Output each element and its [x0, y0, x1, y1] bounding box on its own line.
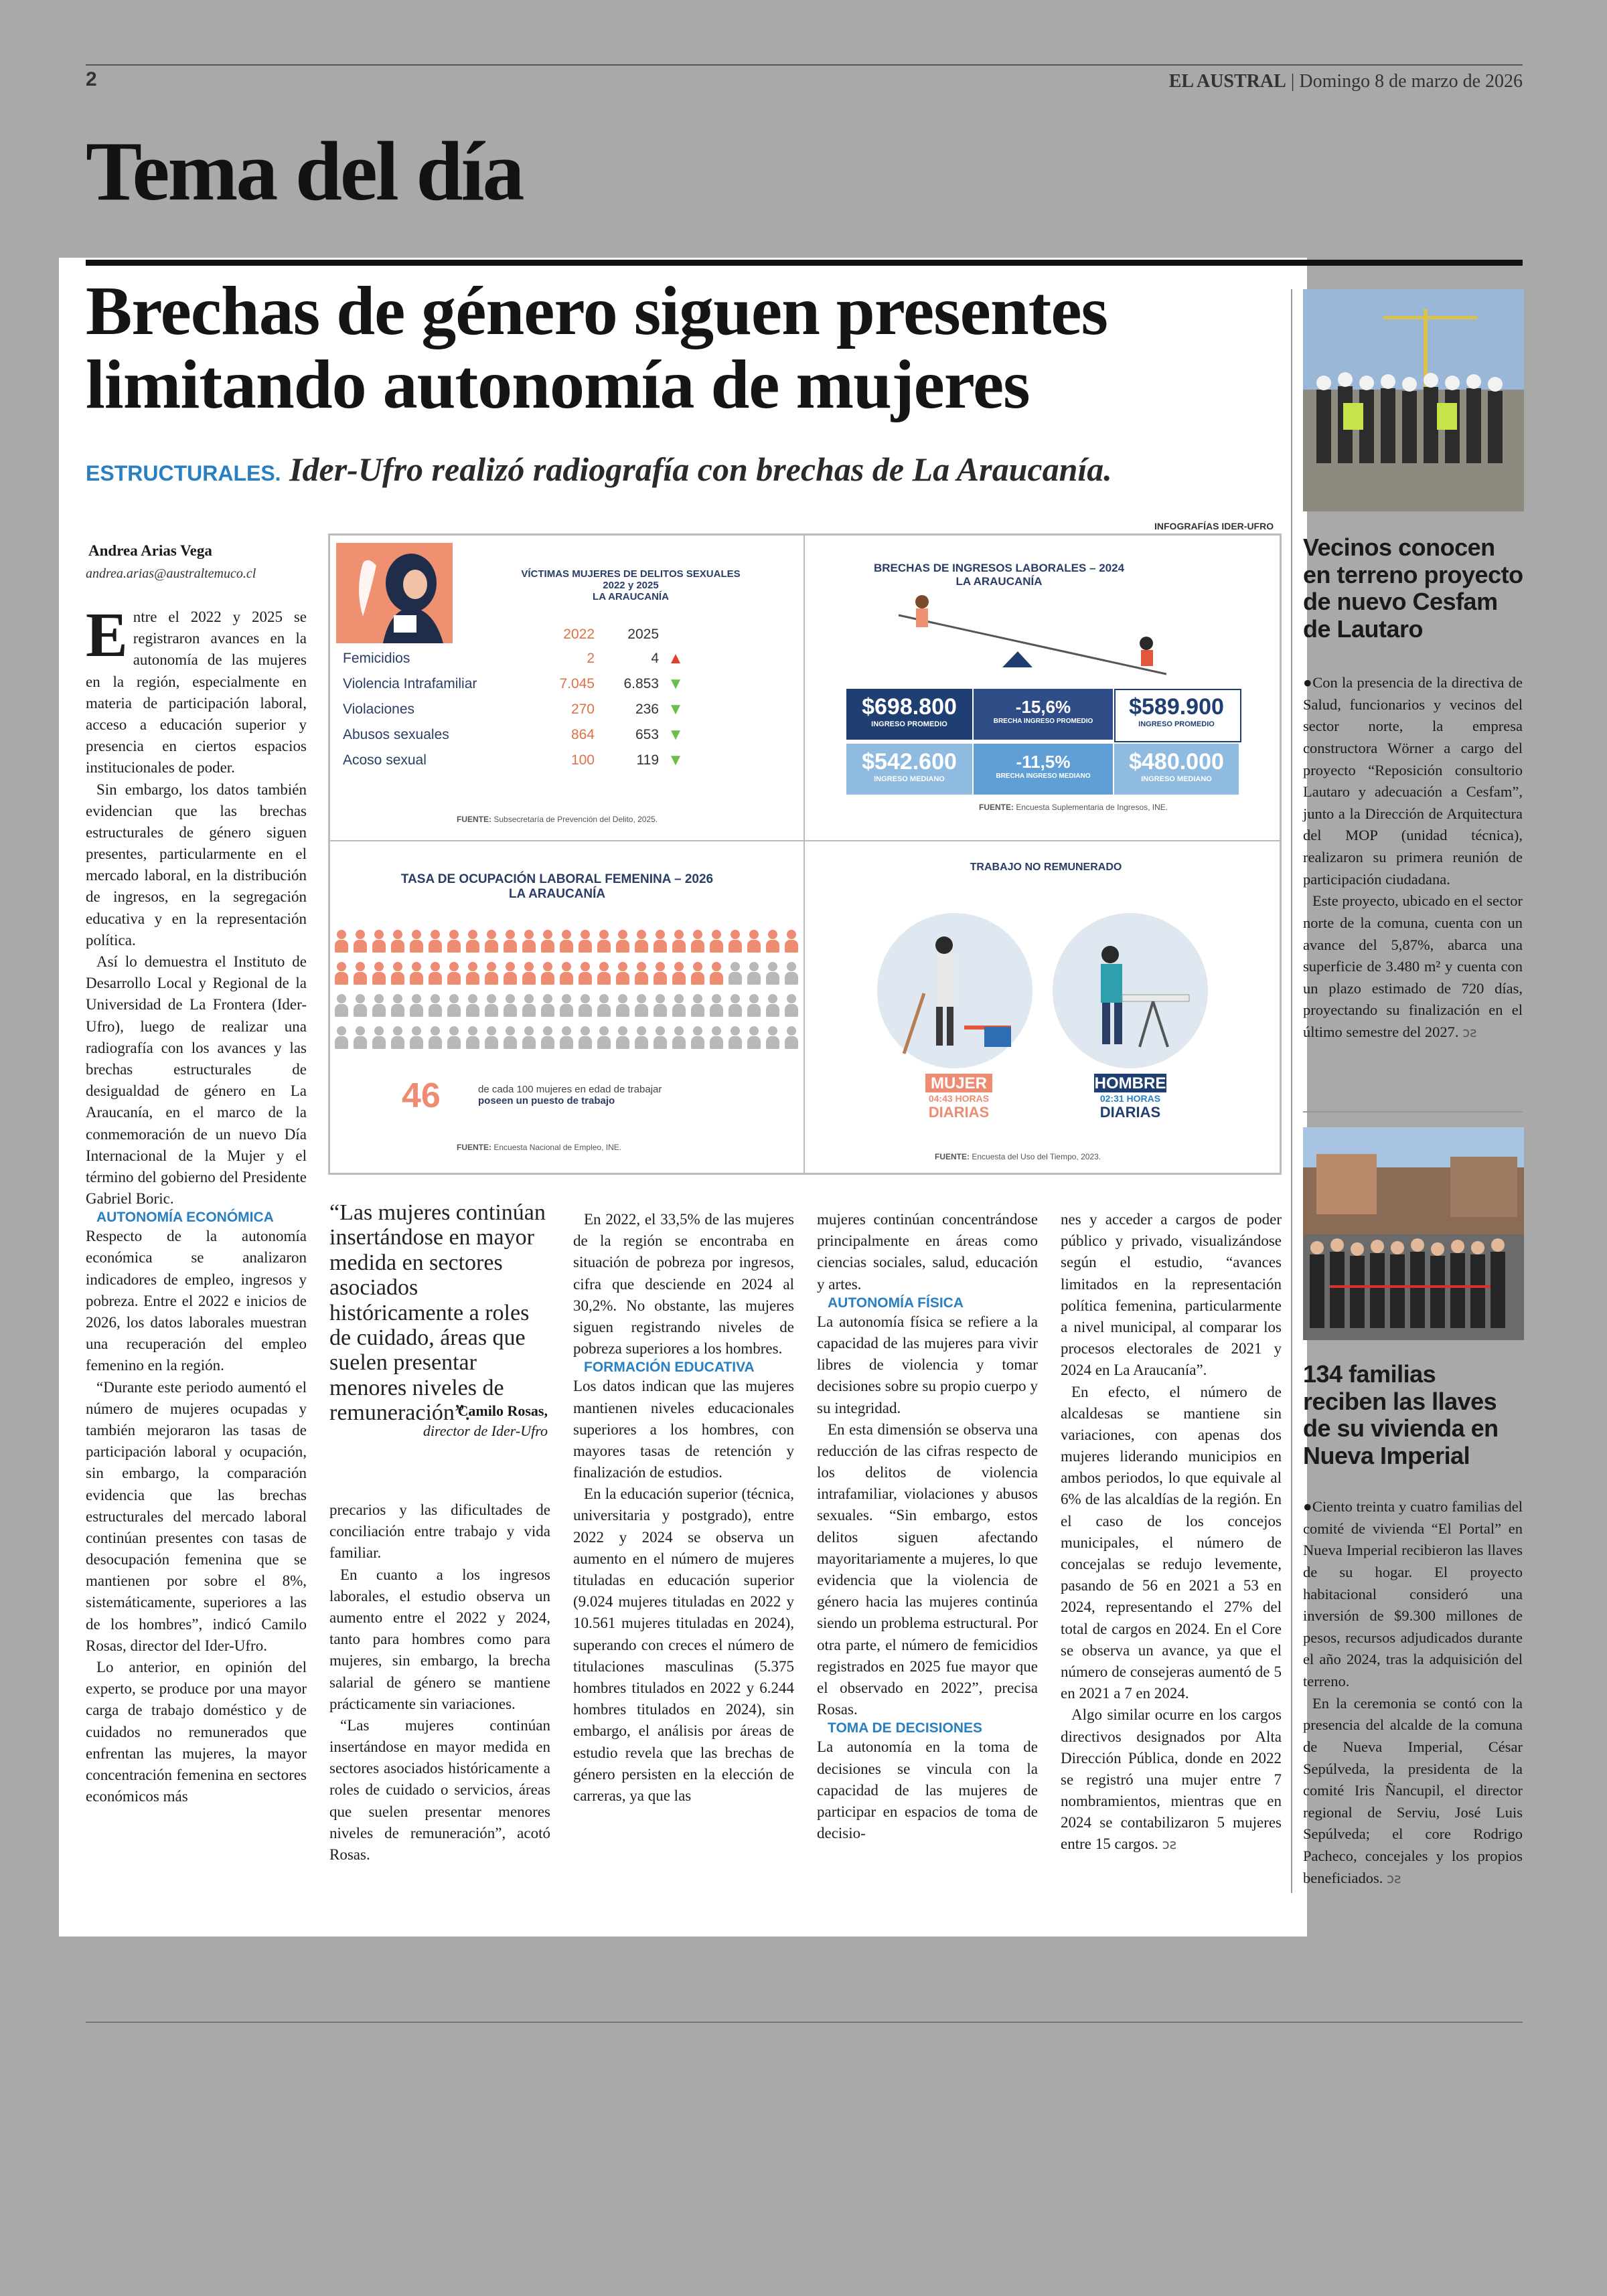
woman-pictogram-icon [504, 962, 517, 985]
col4-p4: La autonomía en la toma de decisiones se vincula con la capacidad de las mujeres de participar en espacios de toma de decisio- [817, 1738, 1038, 1842]
woman-pictogram-icon [747, 930, 761, 953]
victims-row-2025: 119 [636, 752, 659, 768]
arrow-down-icon: ▼ [668, 751, 684, 769]
victims-row-2025: 6.853 [623, 676, 659, 691]
arrow-down-icon: ▼ [668, 675, 684, 693]
col5-p1: nes y acceder a cargos de poder público y privado, visualizándose según el estudio, “avances limitados en la representación política femenina, particularmente a nivel municipal, al comparar los procesos electorales de 2021 y 2024 en La Araucanía”. [1061, 1211, 1282, 1379]
cesfam-photo [1303, 289, 1524, 511]
woman-pictogram-icon [597, 1026, 611, 1049]
article-column-5 [1061, 1209, 1282, 1856]
woman-pictogram-icon [747, 962, 761, 985]
page-number: 2 [86, 68, 97, 90]
woman-pictogram-icon [579, 994, 592, 1017]
woman-pictogram-icon [747, 1026, 761, 1049]
subhead-autonomia-economica: AUTONOMÍA ECONÓMICA [96, 1210, 274, 1226]
woman-pictogram-icon [785, 962, 798, 985]
woman-pictogram-icon [747, 994, 761, 1017]
bullet-icon: ● [1303, 674, 1313, 691]
woman-pictogram-icon [560, 994, 573, 1017]
employment-figure: 46 [402, 1076, 441, 1115]
end-mark-icon: ↄƨ [1462, 1024, 1477, 1040]
woman-pictogram-icon [691, 1026, 704, 1049]
victims-source-label: FUENTE: [457, 815, 491, 824]
byline: Andrea Arias Vega [88, 542, 212, 559]
woman-pictogram-icon [672, 930, 686, 953]
employment-title-line2: LA ARAUCANÍA [508, 887, 606, 901]
gap-avg-value: -15,6% [1015, 697, 1071, 717]
infographic-credit: INFOGRAFÍAS IDER-UFRO [1154, 521, 1274, 531]
deck-text: Ider-Ufro realizó radiografía con brechas de La Araucanía. [289, 450, 1112, 488]
woman-pictogram-icon [429, 1026, 442, 1049]
col2-p1: precarios y las dificultades de conciliación entre trabajo y vida familiar. [329, 1501, 550, 1562]
col1-p2: Sin embargo, los datos también evidencian que las brechas estructurales de género siguen presentes, particularmente en el mercado laboral, en la distribución de ingresos, en la segregación educativa y en la representación política. [86, 781, 307, 949]
woman-pictogram-icon [429, 930, 442, 953]
woman-pictogram-icon [729, 994, 742, 1017]
woman-pictogram-icon [785, 994, 798, 1017]
col1-p3: Así lo demuestra el Instituto de Desarrollo Local y Regional de la Universidad de La Frontera (Ider-Ufro), luego de realizar una radiografía con los avances y las brechas estructurales de desigualdad de género en La Araucanía, en el marco de la conmemoración de un nuevo Día Internacional de la Mujer y el término del gobierno del Presidente Gabriel Boric. [86, 953, 307, 1208]
women-pictogram-grid [329, 930, 802, 1064]
woman-pictogram-icon [597, 994, 611, 1017]
employment-text [478, 1084, 662, 1106]
woman-pictogram-icon [691, 930, 704, 953]
headline [86, 274, 1304, 422]
woman-pictogram-icon [447, 962, 461, 985]
woman-pictogram-icon [597, 962, 611, 985]
sidebar-story1-p2: Este proyecto, ubicado en el sector norte de la comuna, cuenta con un avance del 5,87%, abarca una superficie de 3.480 m² y cuenta con un plazo estimado de 720 días, proyectando su finalización en el último semestre del 2027. [1303, 892, 1523, 1040]
section-title: Tema del día [86, 125, 523, 218]
woman-pictogram-icon [354, 962, 367, 985]
woman-pictogram-icon [766, 962, 779, 985]
woman-pictogram-icon [785, 930, 798, 953]
unpaid-women-hours: 04:43 HORAS [928, 1093, 990, 1104]
victims-row-label: Femicidios [343, 651, 410, 666]
woman-pictogram-icon [504, 930, 517, 953]
woman-pictogram-icon [522, 962, 536, 985]
man-ironing-icon [1053, 913, 1208, 1068]
col1-p1: ntre el 2022 y 2025 se registraron avances en la autonomía de las mujeres en la región, especialmente en materia de participación laboral, acceso a educación superior y presencia en ciertos espacios institucionales de poder. [86, 608, 307, 776]
sidebar-story1-body [1303, 672, 1523, 1044]
income-source-label: FUENTE: [979, 803, 1014, 812]
col4-p2: La autonomía física se refiere a la capacidad de las mujeres para vivir libres de violencia y tomar decisiones sobre su propio cuerpo y su integridad. [817, 1313, 1038, 1416]
women-med-value: $542.600 [862, 749, 957, 774]
article-column-4 [817, 1209, 1038, 1844]
woman-pictogram-icon [522, 930, 536, 953]
woman-pictogram-icon [372, 994, 386, 1017]
deck [86, 450, 1304, 489]
col5-p3: Algo similar ocurre en los cargos directivos designados por Alta Dirección Pública, donde en 2022 se registró una mujer entre 7 nombramientos, mientras que en 2024 se contabilizaron 5 mujeres entre 15 cargos. [1061, 1706, 1282, 1853]
victims-title-line1: VÍCTIMAS MUJERES DE DELITOS SEXUALES [521, 568, 741, 580]
woman-pictogram-icon [372, 1026, 386, 1049]
woman-pictogram-icon [766, 994, 779, 1017]
kicker: ESTRUCTURALES. [86, 461, 281, 485]
woman-pictogram-icon [391, 1026, 404, 1049]
woman-pictogram-icon [766, 1026, 779, 1049]
victims-row-2025: 236 [635, 702, 659, 717]
woman-pictogram-icon [597, 930, 611, 953]
woman-pictogram-icon [579, 1026, 592, 1049]
employment-source [457, 1143, 621, 1152]
men-avg-label: INGRESO PROMEDIO [1138, 720, 1215, 728]
seesaw-illustration-icon [892, 588, 1173, 682]
sidebar-story2-body [1303, 1496, 1523, 1889]
woman-pictogram-icon [654, 994, 667, 1017]
woman-pictogram-icon [616, 994, 629, 1017]
unpaid-title: TRABAJO NO REMUNERADO [970, 862, 1122, 873]
income-gap-average [974, 697, 1113, 725]
victims-row-2022: 100 [570, 752, 595, 768]
table-row [343, 671, 692, 697]
women-median-income [846, 749, 972, 783]
unpaid-women-label: MUJER [930, 1074, 987, 1092]
woman-pictogram-icon [635, 962, 648, 985]
col4-p1: mujeres continúan concentrándose principalmente en áreas como ciencias sociales, salud, educación y artes. [817, 1211, 1038, 1293]
sidebar-story1-p1: Con la presencia de la directiva de Salud, funcionarios y vecinos del sector norte, la empresa constructora Wörner a cargo del proyecto “Reposición consultorio Lautaro y adecuación a Cesfam”, junto a la Dirección de Arquitectura del MOP (unidad técnica), realizaron su primera reunión de participación ciudadana. [1303, 674, 1523, 888]
woman-pictogram-icon [710, 994, 723, 1017]
men-median-income [1114, 749, 1239, 783]
article-column-3 [573, 1209, 794, 1807]
table-row [343, 748, 692, 773]
victims-source [457, 815, 658, 824]
employment-source-label: FUENTE: [457, 1143, 491, 1152]
woman-pictogram-icon [635, 1026, 648, 1049]
men-med-label: INGRESO MEDIANO [1141, 775, 1212, 783]
author-email: andrea.arias@australtemuco.cl [86, 566, 256, 581]
woman-pictogram-icon [410, 1026, 423, 1049]
housing-ceremony-photo [1303, 1127, 1524, 1340]
employment-text-line1: de cada 100 mujeres en edad de trabajar [478, 1084, 662, 1095]
income-source-text: Encuesta Suplementaria de Ingresos, INE. [1016, 803, 1168, 812]
woman-pictogram-icon [504, 994, 517, 1017]
women-avg-label: INGRESO PROMEDIO [871, 720, 947, 728]
woman-pictogram-icon [541, 930, 554, 953]
employment-text-line2: poseen un puesto de trabajo [478, 1095, 615, 1106]
victims-source-text: Subsecretaría de Prevención del Delito, 2025. [493, 815, 658, 824]
dateline: EL AUSTRAL | Domingo 8 de marzo de 2026 [1168, 71, 1523, 92]
woman-pictogram-icon [672, 1026, 686, 1049]
employment-title [356, 872, 758, 902]
col5-p2: En efecto, el número de alcaldesas se mantiene sin variaciones, con apenas dos mujeres liderando municipios en ambos periodos, lo que equivale al 6% de las alcaldías de la región. En el caso de los concejos municipales, el número de concejalas se redujo levemente, pasando de 56 en 2021 a 53 en 2024, representando el 27% del total de cargos en 2024. En el Core se observa un avance, ya que el número de consejeras aumentó de 5 en 2021 a 7 en 2024. [1061, 1383, 1282, 1702]
victims-row-label: Violaciones [343, 702, 415, 717]
article-column-1 [86, 600, 307, 1807]
victims-row-label: Violencia Intrafamiliar [343, 676, 477, 691]
subhead-toma-de-decisiones: TOMA DE DECISIONES [828, 1720, 983, 1736]
table-row [343, 646, 692, 671]
unpaid-men [1070, 1074, 1191, 1121]
woman-pictogram-icon [485, 930, 498, 953]
unpaid-women [899, 1074, 1019, 1121]
woman-pictogram-icon [522, 994, 536, 1017]
woman-pictogram-icon [541, 962, 554, 985]
woman-pictogram-icon [766, 930, 779, 953]
victims-title-line2: 2022 y 2025 [603, 580, 659, 591]
table-row [343, 722, 692, 748]
women-avg-value: $698.800 [862, 694, 957, 720]
woman-pictogram-icon [504, 1026, 517, 1049]
col2-p2: En cuanto a los ingresos laborales, el estudio observa un aumento entre el 2022 y 2024, tanto para hombres como para mujeres, sin embargo, la brecha salarial de género se mantiene prácticamente sin variaciones. [329, 1566, 550, 1712]
woman-pictogram-icon [354, 930, 367, 953]
unpaid-source [935, 1152, 1101, 1161]
pull-quote: “Las mujeres continúan insertándose en mayor medida en sectores asociados históricamente a roles de cuidado, áreas que suelen presentar menores niveles de remuneración”. [329, 1200, 546, 1426]
woman-pictogram-icon [635, 930, 648, 953]
women-average-income [846, 694, 972, 728]
victims-row-2025: 653 [635, 727, 659, 742]
end-mark-icon: ↄƨ [1386, 1870, 1401, 1886]
panel-unpaid [804, 840, 1280, 1173]
woman-pictogram-icon [654, 962, 667, 985]
unpaid-women-daily: DIARIAS [928, 1104, 990, 1121]
income-title-line1: BRECHAS DE INGRESOS LABORALES – 2024 [873, 562, 1125, 574]
woman-pictogram-icon [372, 930, 386, 953]
woman-pictogram-icon [616, 962, 629, 985]
newspaper-name: EL AUSTRAL [1168, 71, 1286, 92]
employment-source-text: Encuesta Nacional de Empleo, INE. [493, 1143, 622, 1152]
woman-pictogram-icon [541, 1026, 554, 1049]
victims-col-2025: 2025 [627, 627, 659, 642]
col1-p5: “Durante este periodo aumentó el número de mujeres ocupadas y también mejoraron las tasas de participación laboral y ocupación, sin embargo, la comparación evidencia que las brechas estructurales del mercado laboral continúan presentes con tasas de desocupación femenina que se mantienen por sobre el 8%, sistemáticamente, superiores a las de los hombres”, indicó Camilo Rosas, director del Ider-Ufro. [86, 1378, 307, 1654]
woman-pictogram-icon [729, 962, 742, 985]
woman-pictogram-icon [635, 994, 648, 1017]
woman-pictogram-icon [410, 930, 423, 953]
infographic [328, 534, 1282, 1175]
article-column-2 [329, 1499, 550, 1866]
sidebar-story2-p2: En la ceremonia se contó con la presencia del alcalde de la comuna de Nueva Imperial, César Sepúlveda, la presidenta de la comité Iris Ñancupil, el director regional de Serviu, José Luis Sepúlveda; el core Rodrigo Pacheco, concejales y los propios beneficiados. [1303, 1694, 1523, 1886]
victims-row-label: Acoso sexual [343, 752, 427, 768]
bullet-icon: ● [1303, 1498, 1312, 1515]
woman-pictogram-icon [485, 994, 498, 1017]
gap-med-value: -11,5% [1016, 752, 1071, 772]
woman-pictogram-icon [710, 1026, 723, 1049]
victims-row-2025: 4 [651, 651, 659, 666]
men-avg-value: $589.900 [1129, 694, 1224, 720]
issue-date: Domingo 8 de marzo de 2026 [1299, 71, 1523, 92]
woman-pictogram-icon [391, 962, 404, 985]
men-average-income [1114, 694, 1239, 728]
woman-pictogram-icon [560, 1026, 573, 1049]
victims-row-2022: 7.045 [559, 676, 595, 691]
employment-title-line1: TASA DE OCUPACIÓN LABORAL FEMENINA – 2026 [400, 872, 714, 886]
woman-cleaning-icon [877, 913, 1032, 1068]
woman-pictogram-icon [560, 962, 573, 985]
col3-p3: En la educación superior (técnica, universitaria y postgrado), entre 2022 y 2024 se observa un aumento en el número de mujeres tituladas en educación superior (9.024 mujeres tituladas en 2022 y 10.561 mujeres tituladas en 2024), superando con creces el número de titulaciones masculinas (5.375 hombres titulados en 2022 y 6.244 hombres titulados en 2024), sin embargo, el análisis por áreas de estudio revela que las brechas de género persisten en la elección de carreras, ya que las [573, 1485, 794, 1804]
woman-pictogram-icon [354, 1026, 367, 1049]
woman-pictogram-icon [579, 930, 592, 953]
col4-p3: En esta dimensión se observa una reducción de las cifras respecto de los delitos de violencia intrafamiliar, violaciones y abusos sexuales. “Sin embargo, estos delitos siguen afectando mayoritariamente a mujeres, lo que evidencia que la violencia de género hacia las mujeres continúa siendo un problema estructural. Por otra parte, el número de femicidios registrados en 2025 fue mayor que el observado en 2022”, precisa Rosas. [817, 1420, 1038, 1718]
income-source [979, 803, 1168, 812]
woman-pictogram-icon [410, 994, 423, 1017]
col1-p4: Respecto de la autonomía económica se analizaron indicadores de empleo, ingresos y pobreza. Entre el 2022 e inicios de 2026, los datos laborales muestran una recuperación del empleo femenino en la región. [86, 1228, 307, 1374]
woman-pictogram-icon [579, 962, 592, 985]
unpaid-men-daily: DIARIAS [1099, 1104, 1161, 1121]
end-mark-icon: ↄƨ [1162, 1836, 1176, 1853]
woman-pictogram-icon [466, 930, 479, 953]
woman-pictogram-icon [616, 1026, 629, 1049]
victims-row-2022: 2 [587, 651, 595, 666]
woman-pictogram-icon [672, 994, 686, 1017]
woman-pictogram-icon [541, 994, 554, 1017]
woman-pictogram-icon [616, 930, 629, 953]
col1-p6: Lo anterior, en opinión del experto, se produce por una mayor carga de trabajo doméstico y de cuidados no remunerados que enfrentan las mujeres, la mayor concentración femenina en sectores económicos más [86, 1659, 307, 1805]
col3-p2: Los datos indican que las mujeres mantienen niveles educacionales superiores a los hombres, con mayores tasas de retención y finalización de estudios. [573, 1378, 794, 1481]
woman-pictogram-icon [522, 1026, 536, 1049]
income-title [845, 562, 1153, 588]
subhead-autonomia-fisica: AUTONOMÍA FÍSICA [828, 1295, 964, 1311]
unpaid-men-label: HOMBRE [1094, 1074, 1166, 1092]
woman-pictogram-icon [335, 994, 348, 1017]
woman-pictogram-icon [447, 930, 461, 953]
victims-row-2022: 864 [570, 727, 595, 742]
woman-pictogram-icon [447, 994, 461, 1017]
woman-pictogram-icon [691, 962, 704, 985]
woman-pictogram-icon [560, 930, 573, 953]
woman-pictogram-icon [466, 1026, 479, 1049]
victims-title-line3: LA ARAUCANÍA [593, 591, 669, 602]
unpaid-men-hours: 02:31 HORAS [1099, 1093, 1161, 1104]
unpaid-source-label: FUENTE: [935, 1152, 970, 1161]
arrow-down-icon: ▼ [668, 726, 684, 744]
victims-row-2022: 270 [570, 702, 595, 717]
woman-pictogram-icon [466, 962, 479, 985]
woman-pictogram-icon [729, 930, 742, 953]
arrow-down-icon: ▼ [668, 700, 684, 718]
woman-pictogram-icon [429, 994, 442, 1017]
woman-pictogram-icon [710, 962, 723, 985]
woman-pictogram-icon [372, 962, 386, 985]
woman-pictogram-icon [466, 994, 479, 1017]
woman-pictogram-icon [710, 930, 723, 953]
woman-pictogram-icon [785, 1026, 798, 1049]
victims-col-2022: 2022 [563, 627, 595, 642]
woman-pictogram-icon [391, 994, 404, 1017]
headline-line-2: limitando autonomía de mujeres [86, 346, 1030, 424]
woman-pictogram-icon [429, 962, 442, 985]
woman-pictogram-icon [335, 930, 348, 953]
woman-pictogram-icon [729, 1026, 742, 1049]
women-med-label: INGRESO MEDIANO [874, 775, 945, 783]
victims-table [343, 623, 692, 773]
woman-pictogram-icon [410, 962, 423, 985]
unpaid-source-text: Encuesta del Uso del Tiempo, 2023. [972, 1152, 1101, 1161]
woman-pictogram-icon [335, 962, 348, 985]
woman-pictogram-icon [335, 1026, 348, 1049]
income-title-line2: LA ARAUCANÍA [955, 575, 1043, 588]
col3-p1: En 2022, el 33,5% de las mujeres de la región se encontraba en situación de pobreza por ingresos, cifra que desciende en 2024 al 30,2%. No obstante, las mujeres siguen registrando niveles de pobreza superiores a los hombres. [573, 1211, 794, 1358]
woman-pictogram-icon [447, 1026, 461, 1049]
men-med-value: $480.000 [1129, 749, 1224, 774]
woman-pictogram-icon [391, 930, 404, 953]
victims-row-label: Abusos sexuales [343, 727, 449, 742]
col2-p3: “Las mujeres continúan insertándose en mayor medida en sectores asociados históricamente a roles de cuidado o servicios, áreas que suelen presentar menores niveles de remuneración”, acotó Rosas. [329, 1716, 550, 1863]
drop-cap: E [86, 600, 128, 670]
pull-quote-name: Camilo Rosas, [457, 1402, 548, 1419]
woman-pictogram-icon [654, 930, 667, 953]
headline-line-1: Brechas de género siguen presentes [86, 272, 1107, 349]
sidebar-story2-title: 134 familias reciben las llaves de su vivienda en Nueva Imperial [1303, 1360, 1499, 1470]
woman-pictogram-icon [691, 994, 704, 1017]
woman-pictogram-icon [354, 994, 367, 1017]
pull-quote-role: director de Ider-Ufro [423, 1422, 548, 1439]
woman-pictogram-icon [485, 962, 498, 985]
table-row [343, 697, 692, 722]
woman-pictogram-icon [654, 1026, 667, 1049]
woman-pictogram-icon [672, 962, 686, 985]
income-gap-median [974, 752, 1113, 780]
woman-pictogram-icon [485, 1026, 498, 1049]
gap-avg-label: BRECHA INGRESO PROMEDIO [993, 718, 1093, 725]
victims-title [497, 568, 765, 602]
sidebar-story2-p1: Ciento treinta y cuatro familias del comité de vivienda “El Portal” en Nueva Imperial recibieron las llaves de su hogar. El proyecto habitacional consideró una inversión de $9.300 millones de pesos, recursos adjudicados durante el año 2024, tras la adquisición del terreno. [1303, 1498, 1523, 1690]
gap-med-label: BRECHA INGRESO MEDIANO [996, 772, 1091, 780]
sidebar-story1-title: Vecinos conocen en terreno proyecto de nuevo Cesfam de Lautaro [1303, 534, 1523, 643]
subhead-formacion-educativa: FORMACIÓN EDUCATIVA [584, 1360, 755, 1376]
arrow-up-icon: ▲ [668, 649, 684, 667]
